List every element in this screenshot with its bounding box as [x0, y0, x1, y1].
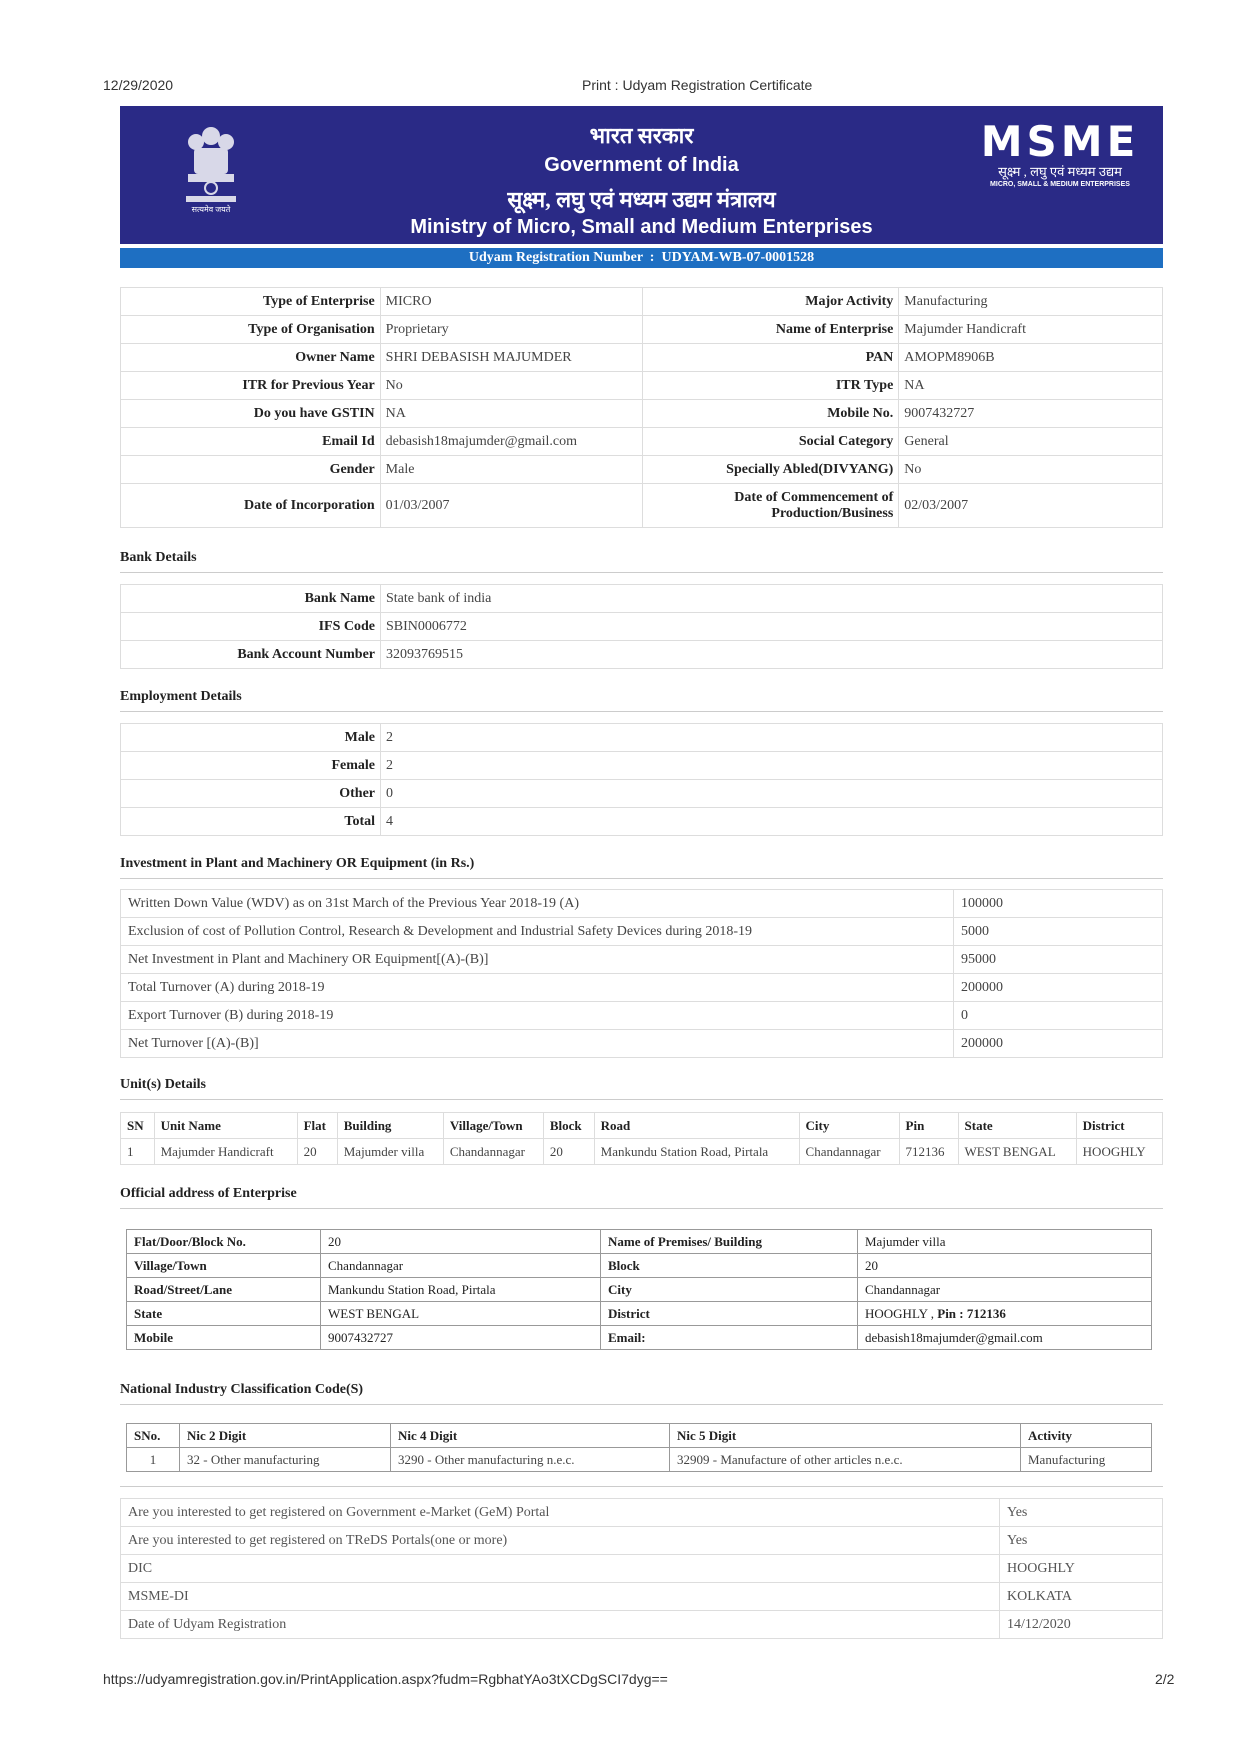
field-label: Are you interested to get registered on Government e-Market (GeM) Portal	[121, 1499, 1000, 1527]
table-row	[121, 484, 1163, 528]
field-label: Exclusion of cost of Pollution Control, Research & Development and Industrial Safety Devices during 2018-19	[121, 918, 954, 946]
field-value: Mankundu Station Road, Pirtala	[321, 1278, 601, 1302]
field-label: Specially Abled(DIVYANG)	[642, 456, 899, 484]
field-label: Road/Street/Lane	[127, 1278, 321, 1302]
gov-banner	[120, 106, 1163, 244]
table-row	[121, 372, 1163, 400]
pin-value: 712136	[966, 1305, 1006, 1321]
field-label: MSME-DI	[121, 1583, 1000, 1611]
field-label: Bank Account Number	[121, 641, 381, 669]
nic-table	[126, 1423, 1152, 1472]
print-date: 12/29/2020	[103, 77, 174, 93]
table-cell: 3290 - Other manufacturing n.e.c.	[391, 1448, 670, 1472]
units-title: Unit(s) Details	[120, 1077, 206, 1092]
field-value: Chandannagar	[321, 1254, 601, 1278]
field-label: ITR Type	[642, 372, 899, 400]
field-value: 32093769515	[381, 641, 1163, 669]
banner-english-ministry: Ministry of Micro, Small and Medium Enterprises	[410, 216, 873, 238]
column-header: State	[958, 1113, 1076, 1139]
table-row	[121, 428, 1163, 456]
page-number: 2/2	[1155, 1671, 1175, 1687]
table-row	[121, 974, 1163, 1002]
field-label: Mobile	[127, 1326, 321, 1350]
field-label: Do you have GSTIN	[121, 400, 381, 428]
table-row	[127, 1302, 1152, 1326]
table-cell: Manufacturing	[1021, 1448, 1152, 1472]
field-value: debasish18majumder@gmail.com	[380, 428, 642, 456]
field-value: MICRO	[380, 288, 642, 316]
table-row	[121, 752, 1163, 780]
field-label: Total	[121, 808, 381, 836]
field-label: Bank Name	[121, 585, 381, 613]
field-value: 20	[858, 1254, 1152, 1278]
field-value: HOOGHLY	[1000, 1555, 1163, 1583]
field-label: Name of Enterprise	[642, 316, 899, 344]
field-value: 5000	[954, 918, 1163, 946]
field-label: Email Id	[121, 428, 381, 456]
field-label: Export Turnover (B) during 2018-19	[121, 1002, 954, 1030]
field-label: Net Investment in Plant and Machinery OR Equipment[(A)-(B)]	[121, 946, 954, 974]
nic-title: National Industry Classification Code(S)	[120, 1382, 364, 1397]
field-label: Village/Town	[127, 1254, 321, 1278]
table-row	[121, 724, 1163, 752]
field-value: Manufacturing	[899, 288, 1163, 316]
column-header: District	[1076, 1113, 1162, 1139]
employment-details-title: Employment Details	[120, 689, 242, 704]
field-value: WEST BENGAL	[321, 1302, 601, 1326]
column-header: Village/Town	[443, 1113, 543, 1139]
table-row	[121, 1139, 1163, 1165]
page-url: https://udyamregistration.gov.in/PrintApplication.aspx?fudm=RgbhatYAo3tXCDgSCI7dyg==	[103, 1671, 668, 1687]
official-address-table	[126, 1229, 1152, 1350]
field-value: 20	[321, 1230, 601, 1254]
field-value: 95000	[954, 946, 1163, 974]
field-value: Majumder Handicraft	[899, 316, 1163, 344]
field-value	[858, 1302, 1152, 1326]
field-value: No	[380, 372, 642, 400]
table-row	[121, 316, 1163, 344]
table-row	[127, 1278, 1152, 1302]
table-row	[121, 288, 1163, 316]
table-row	[121, 1527, 1163, 1555]
banner-english-gov: Government of India	[544, 154, 739, 176]
field-value: Majumder villa	[858, 1230, 1152, 1254]
field-label: Owner Name	[121, 344, 381, 372]
field-value: 02/03/2007	[899, 484, 1163, 528]
table-row	[121, 1611, 1163, 1639]
field-value: 14/12/2020	[1000, 1611, 1163, 1639]
field-value: NA	[380, 400, 642, 428]
print-title: Print : Udyam Registration Certificate	[582, 77, 813, 93]
field-label: Net Turnover [(A)-(B)]	[121, 1030, 954, 1058]
table-row	[121, 456, 1163, 484]
field-value: Chandannagar	[858, 1278, 1152, 1302]
msme-logo-hindi: सूक्ष्म , लघु एवं मध्यम उद्यम	[998, 164, 1122, 179]
emblem-caption: सत्यमेव जयते	[191, 205, 231, 214]
msme-logo-english: MICRO, SMALL & MEDIUM ENTERPRISES	[990, 181, 1130, 188]
field-value: 01/03/2007	[380, 484, 642, 528]
column-header: Road	[594, 1113, 799, 1139]
divider	[120, 1208, 1163, 1209]
field-label: Total Turnover (A) during 2018-19	[121, 974, 954, 1002]
table-row	[121, 1002, 1163, 1030]
field-label: IFS Code	[121, 613, 381, 641]
field-value: 2	[381, 752, 1163, 780]
field-label: Gender	[121, 456, 381, 484]
table-row	[127, 1254, 1152, 1278]
field-value: Proprietary	[380, 316, 642, 344]
divider	[120, 878, 1163, 879]
field-label: Social Category	[642, 428, 899, 456]
divider	[120, 711, 1163, 712]
field-label: PAN	[642, 344, 899, 372]
column-header: City	[799, 1113, 899, 1139]
field-value: Yes	[1000, 1527, 1163, 1555]
field-label: Block	[601, 1254, 858, 1278]
table-cell: 32 - Other manufacturing	[180, 1448, 391, 1472]
units-table	[120, 1112, 1163, 1165]
msme-logo	[975, 117, 1145, 190]
table-row	[121, 808, 1163, 836]
field-value: 2	[381, 724, 1163, 752]
table-cell: 1	[127, 1448, 180, 1472]
table-row	[121, 585, 1163, 613]
field-value: Yes	[1000, 1499, 1163, 1527]
table-row	[127, 1230, 1152, 1254]
table-row	[121, 1030, 1163, 1058]
table-cell: HOOGHLY	[1076, 1139, 1162, 1165]
registration-number-bar	[120, 248, 1163, 268]
investment-title: Investment in Plant and Machinery OR Equipment (in Rs.)	[120, 856, 475, 871]
table-row	[121, 780, 1163, 808]
table-cell: 20	[297, 1139, 337, 1165]
table-cell: 712136	[899, 1139, 958, 1165]
column-header: Pin	[899, 1113, 958, 1139]
field-label: Other	[121, 780, 381, 808]
field-label: DIC	[121, 1555, 1000, 1583]
table-cell: Mankundu Station Road, Pirtala	[594, 1139, 799, 1165]
msme-logo-text: MSME	[980, 117, 1140, 166]
table-row	[121, 1499, 1163, 1527]
field-value: Male	[380, 456, 642, 484]
field-label: Female	[121, 752, 381, 780]
column-header: Nic 2 Digit	[180, 1424, 391, 1448]
field-label: Male	[121, 724, 381, 752]
field-value: 200000	[954, 1030, 1163, 1058]
field-value: State bank of india	[381, 585, 1163, 613]
table-cell: 20	[543, 1139, 594, 1165]
field-value: debasish18majumder@gmail.com	[858, 1326, 1152, 1350]
field-label: Type of Organisation	[121, 316, 381, 344]
column-header: SN	[121, 1113, 155, 1139]
field-value: KOLKATA	[1000, 1583, 1163, 1611]
table-cell: Majumder Handicraft	[154, 1139, 297, 1165]
investment-table	[120, 889, 1163, 1058]
column-header: Nic 4 Digit	[391, 1424, 670, 1448]
registration-separator: :	[649, 250, 655, 265]
column-header: Building	[337, 1113, 443, 1139]
field-value: SBIN0006772	[381, 613, 1163, 641]
pin-label: Pin :	[937, 1305, 964, 1321]
field-label: Date of Incorporation	[121, 484, 381, 528]
field-label: Major Activity	[642, 288, 899, 316]
field-label: Date of Commencement of Production/Business	[642, 484, 899, 528]
table-cell: 32909 - Manufacture of other articles n.e.c.	[670, 1448, 1021, 1472]
divider	[120, 572, 1163, 573]
column-header: SNo.	[127, 1424, 180, 1448]
field-label: Email:	[601, 1326, 858, 1350]
field-value: No	[899, 456, 1163, 484]
field-value: 0	[381, 780, 1163, 808]
enterprise-details-table	[120, 287, 1163, 528]
field-label: Mobile No.	[642, 400, 899, 428]
table-row	[121, 918, 1163, 946]
field-label: Are you interested to get registered on TReDS Portals(one or more)	[121, 1527, 1000, 1555]
table-cell: Chandannagar	[799, 1139, 899, 1165]
bank-details-table	[120, 584, 1163, 669]
field-value: 9007432727	[899, 400, 1163, 428]
registration-misc-table	[120, 1498, 1163, 1639]
field-label: City	[601, 1278, 858, 1302]
table-row	[121, 890, 1163, 918]
field-label: Date of Udyam Registration	[121, 1611, 1000, 1639]
field-value: AMOPM8906B	[899, 344, 1163, 372]
table-row	[121, 1583, 1163, 1611]
table-cell: Chandannagar	[443, 1139, 543, 1165]
table-row	[127, 1326, 1152, 1350]
district-value: HOOGHLY	[865, 1305, 928, 1321]
divider	[120, 1099, 1163, 1100]
table-cell: 1	[121, 1139, 155, 1165]
table-row	[121, 1555, 1163, 1583]
table-header-row	[121, 1113, 1163, 1139]
field-label: State	[127, 1302, 321, 1326]
field-value: 200000	[954, 974, 1163, 1002]
field-label: Written Down Value (WDV) as on 31st March of the Previous Year 2018-19 (A)	[121, 890, 954, 918]
table-row	[127, 1448, 1152, 1472]
banner-hindi-gov: भारत सरकार	[589, 123, 694, 148]
divider	[120, 1486, 1163, 1487]
divider	[120, 1404, 1163, 1405]
column-header: Flat	[297, 1113, 337, 1139]
field-label: Name of Premises/ Building	[601, 1230, 858, 1254]
table-row	[121, 946, 1163, 974]
field-label: District	[601, 1302, 858, 1326]
registration-number: UDYAM-WB-07-0001528	[661, 250, 815, 265]
field-value: 9007432727	[321, 1326, 601, 1350]
table-row	[121, 400, 1163, 428]
registration-label: Udyam Registration Number	[468, 250, 643, 265]
column-header: Unit Name	[154, 1113, 297, 1139]
table-row	[121, 641, 1163, 669]
official-address-title: Official address of Enterprise	[120, 1186, 297, 1201]
banner-hindi-ministry: सूक्ष्म, लघु एवं मध्यम उद्यम मंत्रालय	[507, 187, 776, 212]
table-cell: Majumder villa	[337, 1139, 443, 1165]
field-label: Flat/Door/Block No.	[127, 1230, 321, 1254]
field-value: 0	[954, 1002, 1163, 1030]
column-header: Nic 5 Digit	[670, 1424, 1021, 1448]
field-value: NA	[899, 372, 1163, 400]
field-value: 4	[381, 808, 1163, 836]
bank-details-title: Bank Details	[120, 550, 197, 565]
table-header-row	[127, 1424, 1152, 1448]
field-value: General	[899, 428, 1163, 456]
table-row	[121, 613, 1163, 641]
field-value: 100000	[954, 890, 1163, 918]
table-cell: WEST BENGAL	[958, 1139, 1076, 1165]
field-label: ITR for Previous Year	[121, 372, 381, 400]
field-value: SHRI DEBASISH MAJUMDER	[380, 344, 642, 372]
column-header: Activity	[1021, 1424, 1152, 1448]
table-row	[121, 344, 1163, 372]
field-label: Type of Enterprise	[121, 288, 381, 316]
district-separator: ,	[930, 1305, 934, 1321]
column-header: Block	[543, 1113, 594, 1139]
employment-details-table	[120, 723, 1163, 836]
